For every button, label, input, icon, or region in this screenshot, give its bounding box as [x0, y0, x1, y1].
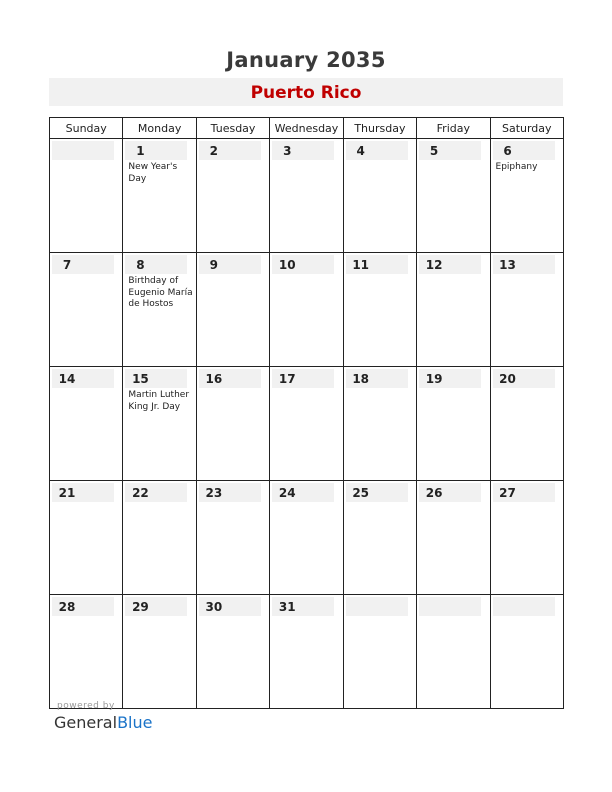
week-row: [50, 595, 564, 709]
day-number: 22: [132, 486, 149, 500]
day-number: 6: [503, 144, 512, 158]
holiday-label: New Year's Day: [128, 162, 178, 184]
day-number-bar: [272, 255, 334, 274]
day-cell: [270, 139, 343, 253]
day-number: 17: [278, 372, 296, 386]
country-name: Puerto Rico: [250, 83, 362, 103]
week-row: [50, 253, 564, 367]
day-number-bar: [272, 597, 334, 616]
day-cell: [196, 367, 269, 481]
week-row: [50, 139, 564, 253]
day-number: 24: [278, 486, 296, 500]
weekday-header: Tuesday: [196, 118, 269, 139]
day-number-bar: [125, 255, 187, 274]
day-number: 21: [58, 486, 76, 500]
day-cell: [343, 139, 416, 253]
day-number: 12: [425, 258, 443, 272]
holiday-label: Epiphany: [495, 162, 538, 172]
day-number-bar: [52, 141, 114, 160]
day-cell: [270, 253, 343, 367]
day-number-bar: [346, 597, 408, 616]
weekday-header: Saturday: [490, 118, 563, 139]
day-cell: [490, 367, 563, 481]
day-cell: [123, 481, 196, 595]
day-number: 9: [209, 258, 219, 272]
brand-logo-part1: General: [54, 713, 118, 732]
day-cell: [50, 481, 123, 595]
day-number-bar: [419, 483, 481, 502]
day-cell: [50, 253, 123, 367]
week-row: [50, 481, 564, 595]
week-row: [50, 367, 564, 481]
day-number: 28: [58, 600, 76, 614]
day-number: 26: [425, 486, 443, 500]
weekday-header: Friday: [417, 118, 490, 139]
day-cell: [270, 595, 343, 709]
day-cell: [196, 595, 269, 709]
day-cell: [417, 367, 490, 481]
day-cell: [417, 253, 490, 367]
powered-by-label: powered by: [57, 701, 115, 711]
day-number: 1: [136, 144, 145, 158]
day-number-bar: [52, 255, 114, 274]
day-number: 20: [499, 372, 516, 386]
country-banner: [49, 78, 563, 106]
day-number-bar: [272, 369, 334, 388]
day-number-bar: [419, 255, 481, 274]
day-number-bar: [272, 483, 334, 502]
day-number-bar: [493, 597, 555, 616]
day-number-bar: [52, 369, 114, 388]
day-number: 29: [132, 600, 149, 614]
day-cell: [343, 595, 416, 709]
day-number-bar: [125, 597, 187, 616]
day-number: 7: [62, 258, 72, 272]
day-number-bar: [346, 369, 408, 388]
day-cell: [50, 139, 123, 253]
weekday-header: Wednesday: [270, 118, 343, 139]
day-number: 10: [278, 258, 296, 272]
day-number-bar: [419, 369, 481, 388]
day-number: 3: [283, 144, 292, 158]
day-number: 31: [278, 600, 296, 614]
day-cell: [270, 367, 343, 481]
day-cell: [270, 481, 343, 595]
day-cell: [123, 367, 196, 481]
day-cell: [490, 139, 563, 253]
day-number: 15: [132, 372, 149, 386]
day-number-bar: [493, 141, 555, 160]
day-cell: [196, 139, 269, 253]
weekday-header-row: [50, 118, 564, 139]
day-number-bar: [346, 255, 408, 274]
day-cell: [196, 481, 269, 595]
day-number-bar: [125, 483, 187, 502]
day-number: 2: [209, 144, 219, 158]
calendar-grid: [49, 117, 564, 709]
day-number-bar: [346, 141, 408, 160]
day-number-bar: [52, 483, 114, 502]
brand-logo: [54, 713, 152, 732]
day-cell: [123, 253, 196, 367]
day-cell: [490, 481, 563, 595]
day-number-bar: [493, 255, 555, 274]
day-number: 25: [352, 486, 370, 500]
day-cell: [123, 139, 196, 253]
day-number: 5: [429, 144, 439, 158]
brand-logo-part2: Blue: [117, 713, 153, 732]
holiday-label: Birthday of Eugenio María de Hostos: [128, 276, 193, 309]
day-number-bar: [52, 597, 114, 616]
day-cell: [343, 253, 416, 367]
weekday-header: Monday: [123, 118, 196, 139]
day-number: 27: [499, 486, 516, 500]
day-number: 19: [425, 372, 443, 386]
day-number: 30: [205, 600, 223, 614]
day-number-bar: [125, 141, 187, 160]
holiday-label: Martin Luther King Jr. Day: [128, 390, 190, 412]
day-cell: [50, 595, 123, 709]
day-number-bar: [199, 255, 261, 274]
day-cell: [417, 139, 490, 253]
day-number: 4: [356, 144, 365, 158]
day-cell: [417, 595, 490, 709]
day-number-bar: [125, 369, 187, 388]
day-number: 18: [352, 372, 370, 386]
day-number-bar: [199, 597, 261, 616]
day-number-bar: [493, 369, 555, 388]
day-number-bar: [199, 483, 261, 502]
day-cell: [343, 481, 416, 595]
day-number-bar: [199, 369, 261, 388]
day-number-bar: [346, 483, 408, 502]
day-cell: [50, 367, 123, 481]
day-number-bar: [199, 141, 261, 160]
day-number: 23: [205, 486, 223, 500]
day-number-bar: [419, 597, 481, 616]
weekday-header: Thursday: [343, 118, 416, 139]
day-number-bar: [419, 141, 481, 160]
day-cell: [343, 367, 416, 481]
page-title: January 2035: [226, 48, 386, 72]
day-number-bar: [493, 483, 555, 502]
day-number: 8: [136, 258, 145, 272]
day-cell: [490, 253, 563, 367]
day-cell: [196, 253, 269, 367]
day-cell: [123, 595, 196, 709]
day-number: 16: [205, 372, 223, 386]
weekday-header: Sunday: [50, 118, 123, 139]
day-cell: [417, 481, 490, 595]
day-number: 11: [352, 258, 370, 272]
day-number-bar: [272, 141, 334, 160]
day-number: 13: [499, 258, 516, 272]
day-number: 14: [58, 372, 76, 386]
day-cell: [490, 595, 563, 709]
